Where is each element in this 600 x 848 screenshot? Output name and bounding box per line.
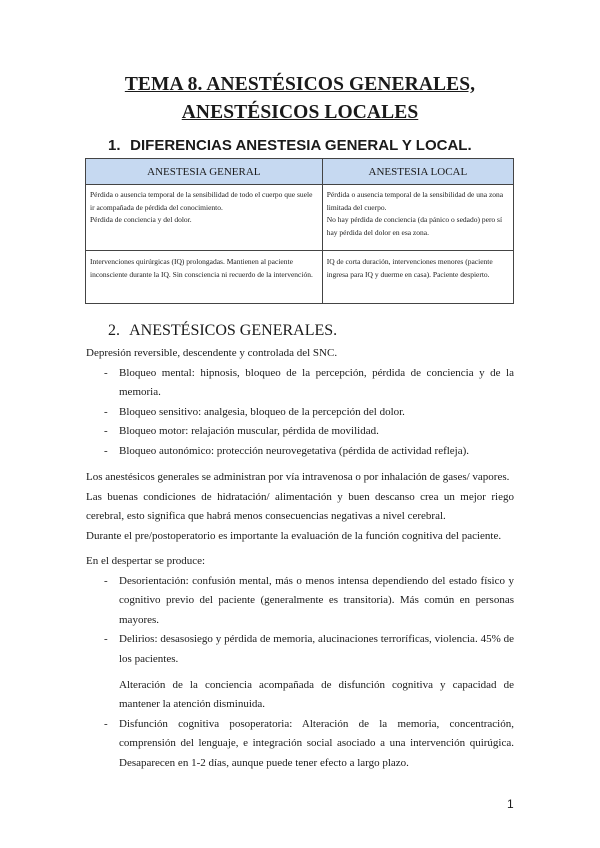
paragraph-block	[86, 468, 514, 546]
cell-text: IQ de corta duración, intervenciones menores (paciente ingresa para IQ y duerme en casa). Paciente despierto.	[326, 257, 493, 279]
list-item-subtext: Alteración de la conciencia acompañada de disfunción cognitiva y capacidad de mantener la atención disminuida.	[119, 678, 514, 711]
cell-text: Pérdida o ausencia temporal de la sensibilidad de una zona limitada del cuerpo.	[326, 190, 504, 212]
table-row	[86, 185, 514, 251]
list-item-text: Bloqueo sensitivo: analgesia, bloqueo de la percepción del dolor.	[119, 405, 405, 418]
dash-marker: -	[104, 405, 108, 418]
dash-marker: -	[104, 366, 108, 379]
cell-text: Pérdida de conciencia y del dolor.	[90, 215, 192, 224]
cell-text: No hay pérdida de conciencia (da pánico o sedado) pero sí hay pérdida del dolor en esa zona.	[326, 215, 503, 237]
dash-marker: -	[104, 444, 108, 457]
section-2-number: 2.	[108, 322, 120, 339]
list-item-text: Bloqueo mental: hipnosis, bloqueo de la percepción, pérdida de conciencia y de la memoria.	[119, 366, 514, 399]
intro-paragraph: Depresión reversible, descendente y controlada del SNC.	[86, 347, 338, 359]
paragraph: Los anestésicos generales se administran por vía intravenosa o por inhalación de gases/ vapores.	[86, 471, 510, 483]
despertar-list	[86, 572, 514, 774]
despertar-block	[86, 552, 514, 774]
section-2-title: ANESTÉSICOS GENERALES.	[129, 322, 338, 339]
table-cell	[322, 185, 513, 251]
table-cell	[86, 185, 323, 251]
section-1-heading	[108, 137, 472, 154]
list-item	[86, 715, 514, 774]
section-2-heading	[108, 322, 337, 340]
dash-marker: -	[104, 633, 108, 646]
page-title-line-1: TEMA 8. ANESTÉSICOS GENERALES,	[124, 74, 476, 95]
table-cell	[322, 251, 513, 304]
section-2-intro-block	[86, 344, 514, 462]
list-item	[86, 630, 514, 714]
list-item	[86, 442, 514, 462]
list-item-text: Bloqueo motor: relajación muscular, pérdida de movilidad.	[119, 425, 379, 438]
bloqueo-list	[86, 364, 514, 462]
cell-text: Pérdida o ausencia temporal de la sensibilidad de todo el cuerpo que suele ir acompañada de pérdida del conocimiento.	[90, 190, 313, 212]
paragraph: Durante el pre/postoperatorio es importante la evaluación de la función cognitiva del paciente.	[86, 529, 502, 542]
despertar-intro: En el despertar se produce:	[86, 555, 206, 567]
list-item	[86, 403, 514, 423]
table-header-local: ANESTESIA LOCAL	[322, 159, 513, 185]
table-row	[86, 251, 514, 304]
comparison-table	[85, 158, 514, 304]
list-item	[86, 364, 514, 403]
page-number: 1	[507, 797, 514, 811]
section-1-number: 1.	[108, 137, 121, 154]
list-item-text: Desorientación: confusión mental, más o menos intensa dependiendo del estado físico y cognitivo previo del paciente (generalmente es transitoria). Más común en personas mayores.	[119, 574, 514, 626]
list-item-text: Disfunción cognitiva posoperatoria: Alteración de la memoria, concentración, comprensión del lenguaje, e integración social asociado a una intervención quirúgica. Desaparecen en 1-2 días, aunque puede tener efecto a largo plazo.	[119, 717, 514, 769]
table-cell	[86, 251, 323, 304]
dash-marker: -	[104, 717, 108, 730]
list-item	[86, 422, 514, 442]
section-1-title: DIFERENCIAS ANESTESIA GENERAL Y LOCAL.	[130, 137, 472, 154]
dash-marker: -	[104, 425, 108, 438]
cell-text: Intervenciones quirúrgicas (IQ) prolongadas. Mantienen al paciente inconsciente durante la IQ. Sin consciencia ni recuerdo de la intervención.	[90, 257, 313, 279]
dash-marker: -	[104, 574, 108, 587]
page-title-line-2: ANESTÉSICOS LOCALES	[181, 102, 419, 123]
list-item-text: Delirios: desasosiego y pérdida de memoria, alucinaciones terroríficas, violencia. 45% de los pacientes.	[119, 633, 514, 665]
list-item	[86, 572, 514, 631]
paragraph: Las buenas condiciones de hidratación/ alimentación y buen descanso crea un mejor riego cerebral, esto significa que habrá menos consecuencias negativas a nivel cerebral.	[86, 490, 514, 523]
list-item-text: Bloqueo autonómico: protección neurovegetativa (pérdida de actividad refleja).	[119, 444, 470, 457]
table-header-general: ANESTESIA GENERAL	[86, 159, 323, 185]
